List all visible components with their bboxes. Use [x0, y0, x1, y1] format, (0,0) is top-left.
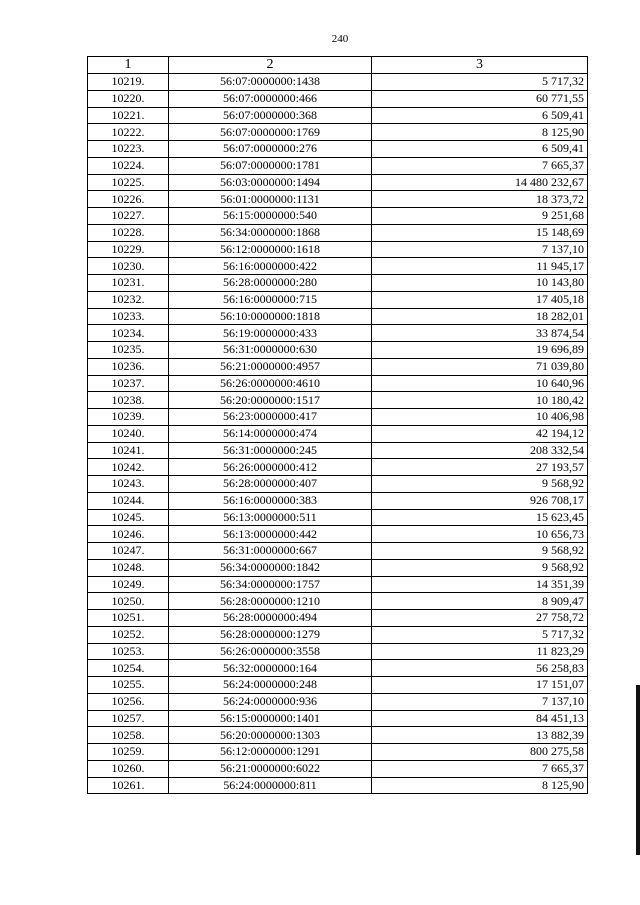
table-row: [88, 325, 588, 342]
table-row: [88, 241, 588, 258]
row-number: 10230.: [88, 258, 169, 275]
row-number: 10259.: [88, 744, 169, 761]
value-cell: 27 193,57: [372, 459, 588, 476]
row-number: 10241.: [88, 442, 169, 459]
row-number: 10247.: [88, 543, 169, 560]
row-number: 10233.: [88, 308, 169, 325]
row-number: 10251.: [88, 610, 169, 627]
cadastral-number: 56:26:0000000:3558: [169, 643, 372, 660]
cadastral-number: 56:28:0000000:280: [169, 275, 372, 292]
table-row: [88, 425, 588, 442]
cadastral-number: 56:32:0000000:164: [169, 660, 372, 677]
cadastral-number: 56:13:0000000:442: [169, 526, 372, 543]
value-cell: 8 125,90: [372, 777, 588, 794]
value-cell: 42 194,12: [372, 425, 588, 442]
table-row: [88, 744, 588, 761]
table-body: [88, 74, 588, 794]
value-cell: 6 509,41: [372, 107, 588, 124]
table-row: [88, 476, 588, 493]
cadastral-number: 56:14:0000000:474: [169, 425, 372, 442]
cadastral-number: 56:07:0000000:276: [169, 141, 372, 158]
table-row: [88, 593, 588, 610]
table-row: [88, 358, 588, 375]
value-cell: 33 874,54: [372, 325, 588, 342]
value-cell: 71 039,80: [372, 358, 588, 375]
row-number: 10239.: [88, 409, 169, 426]
row-number: 10237.: [88, 375, 169, 392]
row-number: 10225.: [88, 174, 169, 191]
cadastral-number: 56:21:0000000:4957: [169, 358, 372, 375]
table-row: [88, 409, 588, 426]
value-cell: 15 623,45: [372, 509, 588, 526]
registry-table-container: [87, 56, 588, 794]
cadastral-number: 56:21:0000000:6022: [169, 760, 372, 777]
row-number: 10228.: [88, 224, 169, 241]
row-number: 10219.: [88, 74, 169, 91]
row-number: 10232.: [88, 291, 169, 308]
cadastral-number: 56:15:0000000:540: [169, 208, 372, 225]
row-number: 10240.: [88, 425, 169, 442]
table-row: [88, 224, 588, 241]
cadastral-number: 56:24:0000000:811: [169, 777, 372, 794]
table-row: [88, 543, 588, 560]
row-number: 10227.: [88, 208, 169, 225]
cadastral-number: 56:16:0000000:422: [169, 258, 372, 275]
cadastral-number: 56:16:0000000:715: [169, 291, 372, 308]
cadastral-number: 56:34:0000000:1868: [169, 224, 372, 241]
table-row: [88, 308, 588, 325]
registry-table: [87, 56, 588, 794]
cadastral-number: 56:12:0000000:1618: [169, 241, 372, 258]
value-cell: 14 351,39: [372, 576, 588, 593]
cadastral-number: 56:15:0000000:1401: [169, 710, 372, 727]
value-cell: 8 125,90: [372, 124, 588, 141]
table-row: [88, 492, 588, 509]
value-cell: 9 568,92: [372, 543, 588, 560]
row-number: 10223.: [88, 141, 169, 158]
table-row: [88, 141, 588, 158]
cadastral-number: 56:07:0000000:368: [169, 107, 372, 124]
row-number: 10229.: [88, 241, 169, 258]
row-number: 10234.: [88, 325, 169, 342]
cadastral-number: 56:07:0000000:1781: [169, 157, 372, 174]
cadastral-number: 56:28:0000000:494: [169, 610, 372, 627]
cadastral-number: 56:28:0000000:1210: [169, 593, 372, 610]
value-cell: 11 945,17: [372, 258, 588, 275]
row-number: 10226.: [88, 191, 169, 208]
cadastral-number: 56:13:0000000:511: [169, 509, 372, 526]
table-row: [88, 693, 588, 710]
value-cell: 17 151,07: [372, 677, 588, 694]
cadastral-number: 56:24:0000000:248: [169, 677, 372, 694]
table-row: [88, 610, 588, 627]
cadastral-number: 56:26:0000000:412: [169, 459, 372, 476]
cadastral-number: 56:20:0000000:1517: [169, 392, 372, 409]
row-number: 10242.: [88, 459, 169, 476]
table-row: [88, 157, 588, 174]
row-number: 10243.: [88, 476, 169, 493]
row-number: 10231.: [88, 275, 169, 292]
row-number: 10221.: [88, 107, 169, 124]
table-row: [88, 777, 588, 794]
value-cell: 9 251,68: [372, 208, 588, 225]
value-cell: 7 137,10: [372, 693, 588, 710]
row-number: 10258.: [88, 727, 169, 744]
table-row: [88, 626, 588, 643]
table-row: [88, 459, 588, 476]
table-header: [88, 57, 588, 74]
cadastral-number: 56:28:0000000:1279: [169, 626, 372, 643]
header-row: [88, 57, 588, 74]
value-cell: 17 405,18: [372, 291, 588, 308]
row-number: 10254.: [88, 660, 169, 677]
row-number: 10255.: [88, 677, 169, 694]
row-number: 10248.: [88, 559, 169, 576]
row-number: 10236.: [88, 358, 169, 375]
value-cell: 18 373,72: [372, 191, 588, 208]
row-number: 10245.: [88, 509, 169, 526]
value-cell: 9 568,92: [372, 559, 588, 576]
value-cell: 7 665,37: [372, 760, 588, 777]
value-cell: 208 332,54: [372, 442, 588, 459]
row-number: 10250.: [88, 593, 169, 610]
table-row: [88, 710, 588, 727]
value-cell: 11 823,29: [372, 643, 588, 660]
table-row: [88, 291, 588, 308]
table-row: [88, 174, 588, 191]
row-number: 10252.: [88, 626, 169, 643]
value-cell: 13 882,39: [372, 727, 588, 744]
table-row: [88, 392, 588, 409]
table-row: [88, 258, 588, 275]
value-cell: 60 771,55: [372, 90, 588, 107]
table-row: [88, 90, 588, 107]
row-number: 10238.: [88, 392, 169, 409]
table-row: [88, 208, 588, 225]
cadastral-number: 56:31:0000000:667: [169, 543, 372, 560]
row-number: 10256.: [88, 693, 169, 710]
table-row: [88, 191, 588, 208]
cadastral-number: 56:12:0000000:1291: [169, 744, 372, 761]
value-cell: 5 717,32: [372, 74, 588, 91]
table-row: [88, 342, 588, 359]
cadastral-number: 56:07:0000000:1769: [169, 124, 372, 141]
row-number: 10253.: [88, 643, 169, 660]
column-header-2: 2: [169, 57, 372, 74]
table-row: [88, 375, 588, 392]
table-row: [88, 660, 588, 677]
value-cell: 10 406,98: [372, 409, 588, 426]
cadastral-number: 56:26:0000000:4610: [169, 375, 372, 392]
value-cell: 18 282,01: [372, 308, 588, 325]
value-cell: 27 758,72: [372, 610, 588, 627]
scan-edge-mark: [636, 685, 640, 855]
cadastral-number: 56:01:0000000:1131: [169, 191, 372, 208]
table-row: [88, 442, 588, 459]
table-row: [88, 559, 588, 576]
cadastral-number: 56:23:0000000:417: [169, 409, 372, 426]
cadastral-number: 56:07:0000000:466: [169, 90, 372, 107]
table-row: [88, 526, 588, 543]
value-cell: 10 656,73: [372, 526, 588, 543]
value-cell: 7 137,10: [372, 241, 588, 258]
value-cell: 10 180,42: [372, 392, 588, 409]
cadastral-number: 56:10:0000000:1818: [169, 308, 372, 325]
column-header-1: 1: [88, 57, 169, 74]
row-number: 10246.: [88, 526, 169, 543]
row-number: 10222.: [88, 124, 169, 141]
value-cell: 15 148,69: [372, 224, 588, 241]
row-number: 10260.: [88, 760, 169, 777]
cadastral-number: 56:16:0000000:383: [169, 492, 372, 509]
table-row: [88, 124, 588, 141]
value-cell: 19 696,89: [372, 342, 588, 359]
table-row: [88, 74, 588, 91]
cadastral-number: 56:34:0000000:1842: [169, 559, 372, 576]
cadastral-number: 56:31:0000000:630: [169, 342, 372, 359]
value-cell: 84 451,13: [372, 710, 588, 727]
column-header-3: 3: [372, 57, 588, 74]
cadastral-number: 56:24:0000000:936: [169, 693, 372, 710]
table-row: [88, 760, 588, 777]
table-row: [88, 576, 588, 593]
table-row: [88, 677, 588, 694]
row-number: 10244.: [88, 492, 169, 509]
cadastral-number: 56:34:0000000:1757: [169, 576, 372, 593]
row-number: 10235.: [88, 342, 169, 359]
cadastral-number: 56:07:0000000:1438: [169, 74, 372, 91]
value-cell: 5 717,32: [372, 626, 588, 643]
value-cell: 10 640,96: [372, 375, 588, 392]
table-row: [88, 107, 588, 124]
table-row: [88, 509, 588, 526]
cadastral-number: 56:31:0000000:245: [169, 442, 372, 459]
table-row: [88, 727, 588, 744]
value-cell: 6 509,41: [372, 141, 588, 158]
row-number: 10249.: [88, 576, 169, 593]
table-row: [88, 643, 588, 660]
value-cell: 8 909,47: [372, 593, 588, 610]
value-cell: 14 480 232,67: [372, 174, 588, 191]
row-number: 10220.: [88, 90, 169, 107]
row-number: 10224.: [88, 157, 169, 174]
value-cell: 800 275,58: [372, 744, 588, 761]
value-cell: 7 665,37: [372, 157, 588, 174]
page-number: 240: [331, 33, 349, 45]
value-cell: 10 143,80: [372, 275, 588, 292]
table-row: [88, 275, 588, 292]
value-cell: 9 568,92: [372, 476, 588, 493]
value-cell: 926 708,17: [372, 492, 588, 509]
cadastral-number: 56:20:0000000:1303: [169, 727, 372, 744]
cadastral-number: 56:19:0000000:433: [169, 325, 372, 342]
row-number: 10257.: [88, 710, 169, 727]
cadastral-number: 56:03:0000000:1494: [169, 174, 372, 191]
cadastral-number: 56:28:0000000:407: [169, 476, 372, 493]
value-cell: 56 258,83: [372, 660, 588, 677]
row-number: 10261.: [88, 777, 169, 794]
